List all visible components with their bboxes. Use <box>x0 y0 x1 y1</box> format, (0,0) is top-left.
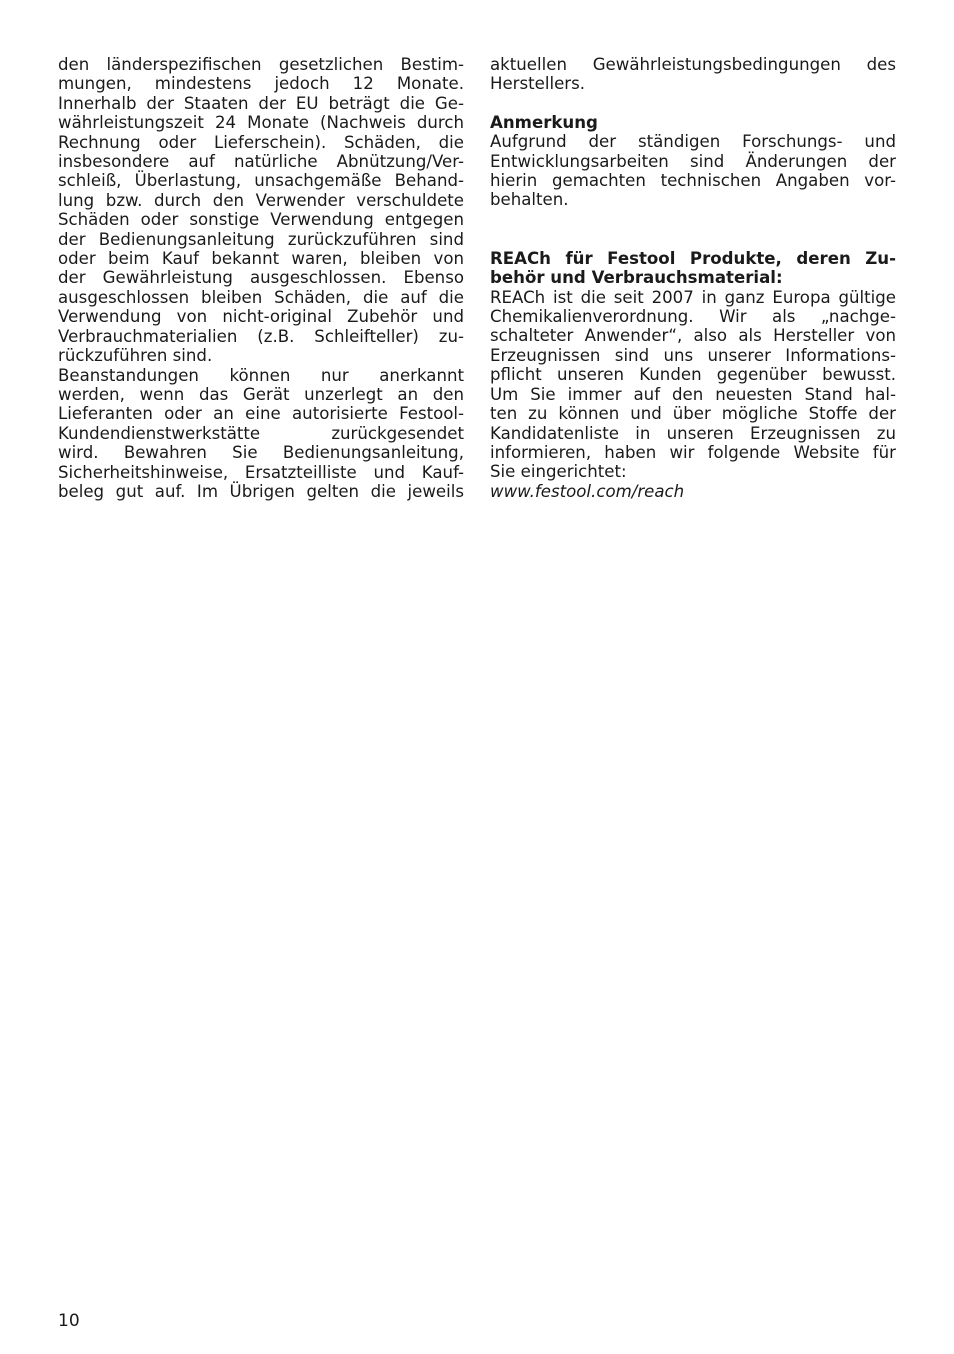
body-text-line: Verwendung von nicht-original Zubehör und <box>58 307 464 327</box>
body-text-line: den länderspezifischen gesetzlichen Bestim- <box>58 55 464 74</box>
body-text-line: ten zu können und über mögliche Stoffe der <box>490 404 896 424</box>
body-text-line: informieren, haben wir folgende Website für <box>490 442 896 462</box>
body-text-line: Chemikalienverordnung. Wir als „nachge- <box>490 307 896 327</box>
body-text-line: insbesondere auf natürliche Abnützung/Ver- <box>58 152 464 172</box>
body-text-line: währleistungszeit 24 Monate (Nachweis durch <box>58 113 464 133</box>
body-text-line: Um Sie immer auf den neuesten Stand hal- <box>490 384 896 404</box>
body-text-line: Lieferanten oder an eine autorisierte Festool- <box>58 404 464 424</box>
body-text-line: schleiß, Überlastung, unsachgemäße Behand- <box>58 171 464 191</box>
body-text-line: aktuellen Gewährleistungsbedingungen des <box>490 55 896 74</box>
body-text-line: REACh ist die seit 2007 in ganz Europa gültige <box>490 287 896 307</box>
body-text-line: pflicht unseren Kunden gegenüber bewusst. <box>490 365 896 385</box>
reach-heading: REACh für Festool Produkte, deren Zu- <box>490 248 896 268</box>
body-text-line: Herstellers. <box>490 74 586 94</box>
body-text-line: oder beim Kauf bekannt waren, bleiben von <box>58 249 464 269</box>
body-text-line: rückzuführen sind. <box>58 346 213 366</box>
body-text-line: mungen, mindestens jedoch 12 Monate. <box>58 74 464 94</box>
page-number: 10 <box>58 1311 80 1331</box>
body-text-line: Beanstandungen können nur anerkannt <box>58 365 464 385</box>
note-heading: Anmerkung <box>490 112 598 132</box>
body-text-line: Schäden oder sonstige Verwendung entgegen <box>58 210 464 230</box>
reach-heading: behör und Verbrauchsmaterial: <box>490 268 783 288</box>
body-text-line: ausgeschlossen bleiben Schäden, die auf die <box>58 287 464 307</box>
body-text-line: Entwicklungsarbeiten sind Änderungen der <box>490 151 896 171</box>
section-spacer <box>490 210 896 249</box>
body-text-line: Rechnung oder Lieferschein). Schäden, die <box>58 132 464 152</box>
body-text-line: hierin gemachten technischen Angaben vor- <box>490 171 896 191</box>
reach-website-link[interactable]: www.festool.com/reach <box>490 481 685 501</box>
body-text-line: der Gewährleistung ausgeschlossen. Ebenso <box>58 268 464 288</box>
body-text-line: beleg gut auf. Im Übrigen gelten die jeweils <box>58 481 464 501</box>
body-text-line: behalten. <box>490 190 569 210</box>
body-text-line: lung bzw. durch den Verwender verschuldete <box>58 190 464 210</box>
body-text-line: Sicherheitshinweise, Ersatzteilliste und Kauf- <box>58 462 464 482</box>
body-text-line: schalteter Anwender“, also als Hersteller von <box>490 326 896 346</box>
body-text-line: wird. Bewahren Sie Bedienungsanleitung, <box>58 443 464 463</box>
body-text-line: Kundendienstwerkstätte zurückgesendet <box>58 423 464 443</box>
body-text-line: Sie eingerichtet: <box>490 462 627 482</box>
right-text-column <box>490 55 896 501</box>
paragraph-spacer <box>490 94 896 113</box>
body-text-line: Innerhalb der Staaten der EU beträgt die Ge- <box>58 93 464 113</box>
body-text-line: Kandidatenliste in unseren Erzeugnissen zu <box>490 423 896 443</box>
left-text-column <box>58 55 464 501</box>
body-text-line: werden, wenn das Gerät unzerlegt an den <box>58 384 464 404</box>
body-text-line: der Bedienungsanleitung zurückzuführen sind <box>58 229 464 249</box>
body-text-line: Aufgrund der ständigen Forschungs- und <box>490 132 896 152</box>
body-text-line: Erzeugnissen sind uns unserer Informations- <box>490 345 896 365</box>
body-text-line: Verbrauchmaterialien (z.B. Schleifteller) zu- <box>58 326 464 346</box>
